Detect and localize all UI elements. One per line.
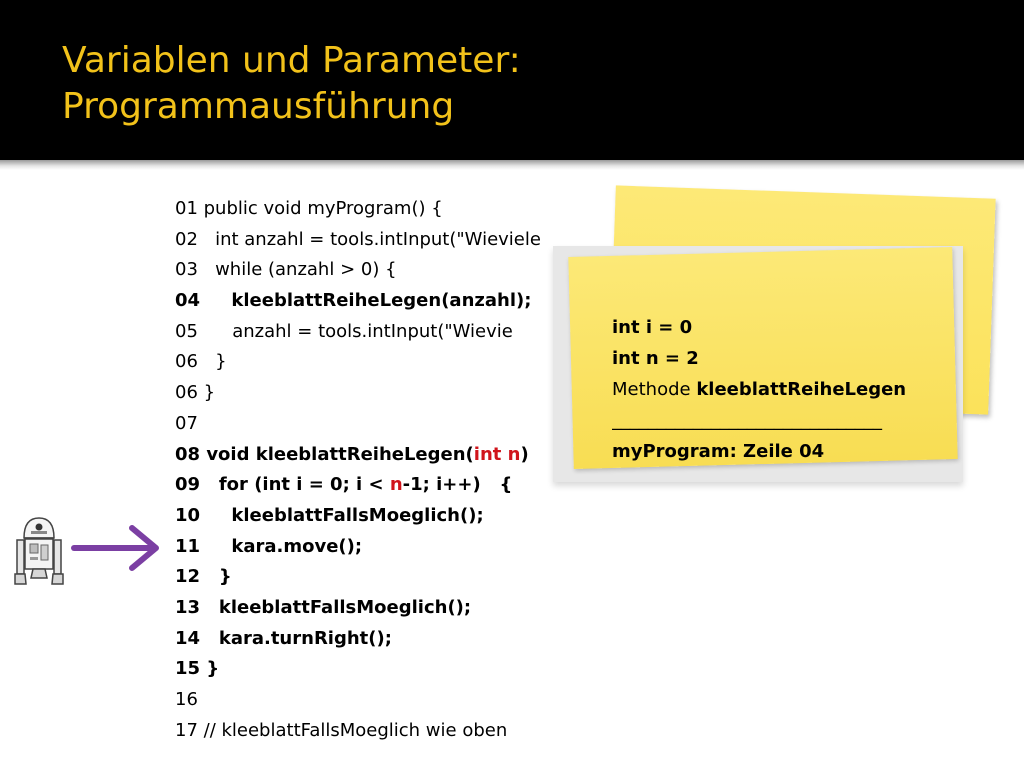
code-line-09 <box>175 470 595 501</box>
code-line-04: 04 kleeblattReiheLegen(anzahl); <box>175 290 532 312</box>
code-line-13: 13 kleeblattFallsMoeglich(); <box>175 596 472 618</box>
code-line-07: 07 <box>175 412 198 434</box>
code-line-08 <box>175 440 595 471</box>
arrow-right-icon <box>70 524 164 574</box>
code-line-02: 02 int anzahl = tools.intInput("Wieviele <box>175 228 541 250</box>
note-variable-n: int n = 2 <box>612 348 699 369</box>
parameter-highlight: int n <box>473 443 521 465</box>
note-method <box>612 374 952 405</box>
note-return-position: myProgram: Zeile 04 <box>612 441 825 462</box>
code-line-11: 11 kara.move(); <box>175 535 363 557</box>
code-line-08-post: ) <box>520 443 529 465</box>
code-line-16: 16 <box>175 689 198 710</box>
robot-icon <box>14 512 64 586</box>
note-divider: ______________________________ <box>612 410 882 431</box>
code-line-15: 15 } <box>175 658 220 680</box>
note-method-name: kleeblattReiheLegen <box>696 379 907 400</box>
note-method-label: Methode <box>612 379 697 400</box>
code-line-14: 14 kara.turnRight(); <box>175 627 392 649</box>
variable-state-note <box>612 312 952 467</box>
code-line-12: 12 } <box>175 566 232 588</box>
code-line-06a: 06 } <box>175 351 227 373</box>
code-line-06b: 06 } <box>175 382 216 404</box>
slide-title <box>62 38 521 130</box>
code-line-03: 03 while (anzahl > 0) { <box>175 259 397 281</box>
code-line-05: 05 anzahl = tools.intInput("Wievie <box>175 320 513 342</box>
code-line-09-pre: 09 for (int i = 0; i < <box>175 474 390 496</box>
code-line-09-post: -1; i++) { <box>402 474 513 496</box>
code-listing <box>175 194 595 746</box>
code-line-01: 01 public void myProgram() { <box>175 198 443 219</box>
code-line-08-pre: 08 void kleeblattReiheLegen( <box>175 443 474 465</box>
code-line-10: 10 kleeblattFallsMoeglich(); <box>175 504 484 526</box>
slide-title-line2: Programmausführung <box>62 86 455 127</box>
slide-title-line1: Variablen und Parameter: <box>62 40 521 81</box>
parameter-highlight: n <box>389 474 403 496</box>
code-line-17: 17 // kleeblattFallsMoeglich wie oben <box>175 719 508 741</box>
slide-header <box>0 0 1024 160</box>
header-divider <box>0 160 1024 170</box>
note-variable-i: int i = 0 <box>612 317 693 338</box>
